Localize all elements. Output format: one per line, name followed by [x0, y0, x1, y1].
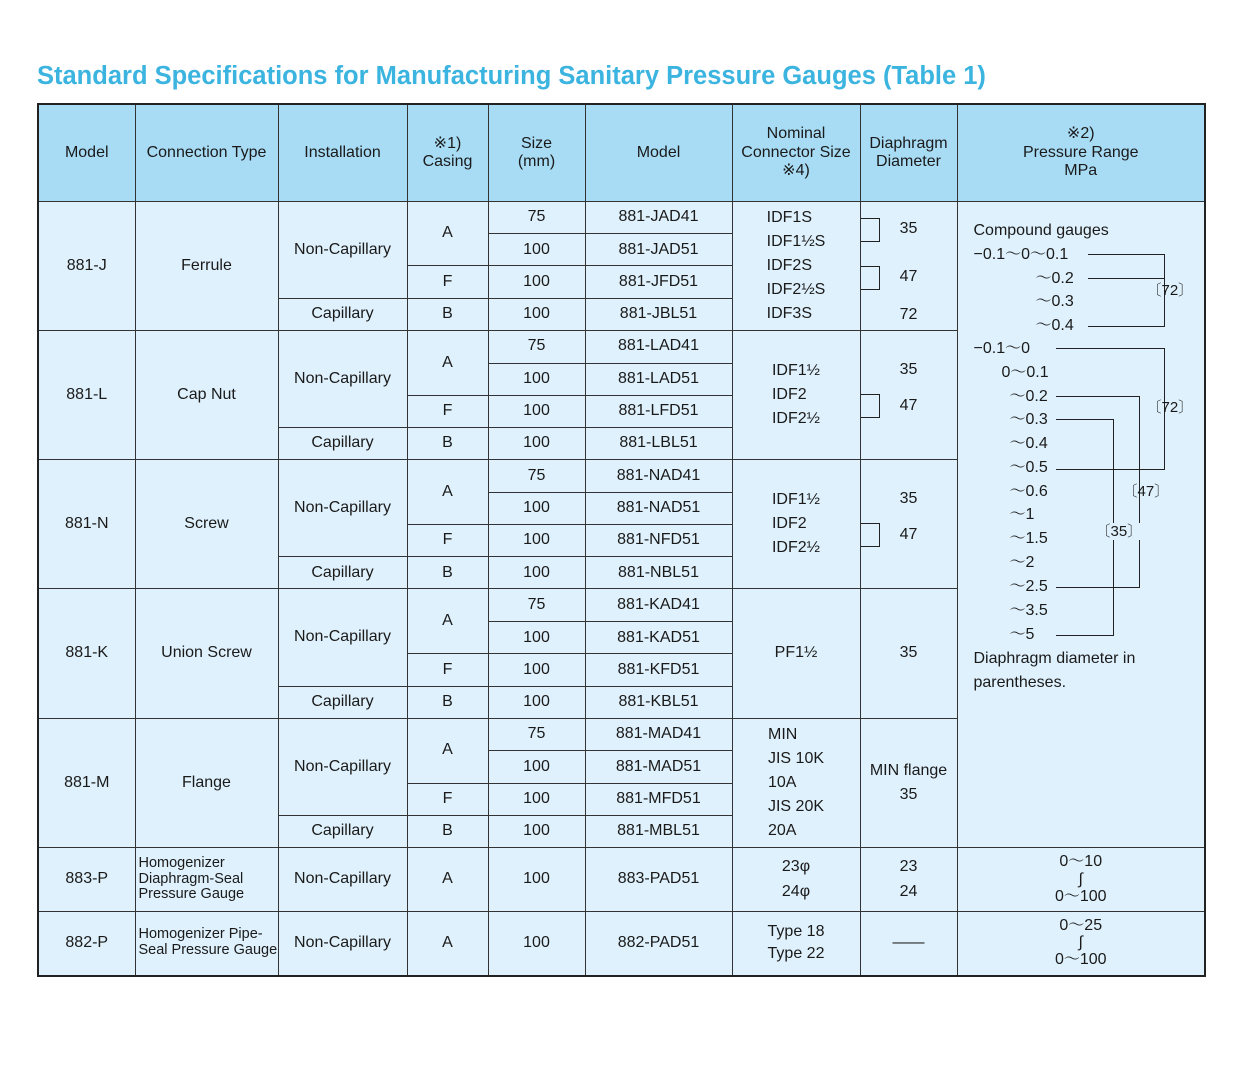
nominal-item: MIN [767, 725, 798, 743]
pressure-unit: MPa [1064, 162, 1098, 180]
cell-nominal [732, 460, 860, 589]
cell-size: 100 [488, 815, 585, 847]
cell-model-code: 881-LFD51 [585, 395, 732, 427]
cell-pressure-range [957, 912, 1205, 976]
nominal-item: IDF2 [771, 515, 807, 533]
nominal-label-1: Nominal [766, 125, 826, 143]
range-bracket-tick [1088, 278, 1164, 279]
pressure-item: 〜0.4 [1009, 435, 1048, 452]
cell-nominal [732, 912, 860, 976]
diaphragm-value: 47 [899, 268, 918, 285]
cell-size: 100 [488, 783, 585, 815]
cell-size: 100 [488, 266, 585, 298]
pressure-item: −0.1〜0〜0.1 [973, 246, 1069, 263]
cell-size: 100 [488, 492, 585, 524]
cell-diaphragm: 35 [860, 589, 957, 718]
cell-model: 881-L [38, 330, 135, 459]
cell-model-code: 881-KAD51 [585, 622, 732, 654]
cell-installation: Non-Capillary [278, 202, 407, 299]
diaphragm-label: 〔72〕 [1146, 399, 1194, 416]
cell-model-code: 881-JAD51 [585, 234, 732, 266]
nominal-item: IDF2 [771, 385, 807, 403]
cell-pressure-range [957, 848, 1205, 912]
cell-connection: Flange [135, 718, 278, 847]
diaphragm-label: 〔47〕 [1122, 483, 1170, 500]
pressure-item: 〜5 [1009, 626, 1035, 643]
pressure-item: 〜2 [1009, 554, 1035, 571]
cell-connection: Union Screw [135, 589, 278, 718]
cell-casing: A [407, 848, 488, 912]
cell-casing: A [407, 589, 488, 654]
cell-size: 100 [488, 912, 585, 976]
pressure-item: 〜0.5 [1009, 459, 1048, 476]
nominal-item: IDF3S [766, 304, 812, 322]
cell-connection: Screw [135, 460, 278, 589]
cell-model-code: 881-JAD41 [585, 202, 732, 234]
pressure-item: −0.1〜0 [973, 340, 1030, 357]
nominal-item: IDF2S [766, 256, 812, 274]
cell-model-code: 881-NBL51 [585, 557, 732, 589]
cell-size: 100 [488, 654, 585, 686]
size-label: Size [520, 134, 553, 152]
cell-casing: B [407, 815, 488, 847]
cell-installation: Capillary [278, 427, 407, 459]
nominal-item: Type 22 [767, 945, 825, 963]
cell-model-code: 881-KBL51 [585, 686, 732, 718]
pressure-label: Pressure Range [1022, 143, 1139, 161]
header-pressure [957, 104, 1205, 202]
nominal-item: IDF2½ [771, 409, 820, 427]
cell-size: 100 [488, 525, 585, 557]
cell-size: 100 [488, 363, 585, 395]
cell-casing: B [407, 557, 488, 589]
cell-diaphragm [860, 460, 957, 589]
cell-size: 100 [488, 234, 585, 266]
cell-connection: Cap Nut [135, 330, 278, 459]
pressure-item: 〜1.5 [1009, 530, 1048, 547]
header-size [488, 104, 585, 202]
header-model-2: Model [585, 104, 732, 202]
header-connection-type: Connection Type [135, 104, 278, 202]
pressure-item: 〜0.3 [1009, 411, 1048, 428]
footnote: Diaphragm diameter in [973, 650, 1136, 667]
nominal-item: IDF1½ [771, 361, 820, 379]
cell-installation: Capillary [278, 298, 407, 330]
cell-model-code: 881-LAD51 [585, 363, 732, 395]
nominal-item: 23φ [781, 858, 811, 876]
header-installation: Installation [278, 104, 407, 202]
nominal-item: IDF2½ [771, 539, 820, 557]
cell-casing: F [407, 525, 488, 557]
cell-model-code: 881-NFD51 [585, 525, 732, 557]
cell-diaphragm [860, 848, 957, 912]
diaphragm-value: MIN flange [869, 761, 948, 779]
page-title: Standard Specifications for Manufacturing Sanitary Pressure Gauges (Table 1) [37, 62, 986, 90]
nominal-note: ※4) [782, 162, 810, 180]
diaphragm-label: 〔72〕 [1146, 282, 1194, 299]
cell-installation: Non-Capillary [278, 912, 407, 976]
size-unit: (mm) [517, 153, 556, 170]
pressure-item: 0〜100 [1054, 951, 1107, 969]
cell-casing: F [407, 395, 488, 427]
cell-casing: B [407, 427, 488, 459]
cell-model: 881-K [38, 589, 135, 718]
cell-casing: A [407, 460, 488, 525]
cell-casing: F [407, 654, 488, 686]
cell-diaphragm: —— [860, 912, 957, 976]
cell-model-code: 881-MBL51 [585, 815, 732, 847]
cell-installation: Non-Capillary [278, 330, 407, 427]
cell-size: 100 [488, 686, 585, 718]
nominal-item: JIS 10K [767, 749, 825, 767]
pressure-item: 〜1 [1009, 506, 1035, 523]
cell-installation: Non-Capillary [278, 589, 407, 686]
pressure-item: 0〜100 [1054, 887, 1107, 905]
cell-casing: A [407, 202, 488, 266]
casing-note: ※1) [433, 134, 462, 152]
cell-size: 100 [488, 848, 585, 912]
cell-size: 100 [488, 751, 585, 783]
cell-model-code: 881-NAD41 [585, 460, 732, 493]
cell-nominal [732, 848, 860, 912]
cell-casing: A [407, 912, 488, 976]
cell-installation: Non-Capillary [278, 718, 407, 815]
diaphragm-label-2: Diameter [876, 153, 941, 170]
cell-model-code: 881-LBL51 [585, 427, 732, 459]
diaphragm-value: 23 [899, 858, 918, 876]
cell-diaphragm [860, 202, 957, 331]
pressure-item: 〜0.2 [1009, 388, 1048, 405]
cell-size: 100 [488, 395, 585, 427]
cell-nominal [732, 330, 860, 459]
pressure-item: 0〜0.1 [1001, 364, 1049, 381]
cell-model-code: 881-LAD41 [585, 330, 732, 363]
cell-model-code: 883-PAD51 [585, 848, 732, 912]
cell-model-code: 881-KAD41 [585, 589, 732, 622]
pressure-item: 〜0.2 [1035, 270, 1074, 287]
cell-size: 75 [488, 718, 585, 751]
cell-model: 882-P [38, 912, 135, 976]
cell-installation: Non-Capillary [278, 848, 407, 912]
diaphragm-value: 35 [899, 360, 918, 378]
diaphragm-value: 47 [899, 526, 918, 544]
cell-model-code: 881-JFD51 [585, 266, 732, 298]
nominal-label-2: Connector Size [741, 143, 851, 161]
cell-diaphragm [860, 330, 957, 459]
table-row [38, 848, 1205, 912]
cell-installation: Non-Capillary [278, 460, 407, 557]
nominal-item: 20A [767, 821, 797, 839]
cell-diaphragm [860, 718, 957, 847]
nominal-item: Type 18 [767, 922, 825, 940]
pressure-range-block [958, 202, 1205, 847]
cell-installation: Capillary [278, 815, 407, 847]
cell-model-code: 881-MAD41 [585, 718, 732, 751]
nominal-item: IDF2½S [766, 280, 826, 298]
table-row [38, 912, 1205, 976]
diaphragm-value: 35 [899, 785, 918, 803]
cell-nominal: PF1½ [732, 589, 860, 718]
header-model: Model [38, 104, 135, 202]
cell-size: 75 [488, 202, 585, 234]
cell-casing: B [407, 686, 488, 718]
header-row [38, 104, 1205, 202]
diaphragm-value: 24 [899, 882, 918, 900]
cell-casing: F [407, 266, 488, 298]
cell-model: 881-J [38, 202, 135, 331]
pressure-item: 〜0.6 [1009, 483, 1048, 500]
range-connector: ∫ [1078, 934, 1083, 952]
cell-casing: F [407, 783, 488, 815]
cell-model-code: 881-MFD51 [585, 783, 732, 815]
cell-size: 100 [488, 298, 585, 330]
diaphragm-value: 35 [899, 490, 918, 508]
footnote: parentheses. [973, 674, 1067, 691]
nominal-item: IDF1S [766, 208, 812, 226]
casing-label: Casing [422, 153, 473, 170]
cell-size: 75 [488, 460, 585, 493]
pressure-item: 0〜25 [1059, 916, 1103, 934]
cell-model-code: 881-MAD51 [585, 751, 732, 783]
table-row [38, 202, 1205, 234]
cell-size: 100 [488, 622, 585, 654]
diaphragm-value: 35 [899, 220, 918, 237]
header-nominal [732, 104, 860, 202]
pressure-item: 〜2.5 [1009, 578, 1048, 595]
cell-casing: A [407, 718, 488, 783]
nominal-item: JIS 20K [767, 797, 825, 815]
cell-model: 881-M [38, 718, 135, 847]
cell-nominal [732, 718, 860, 847]
cell-casing: A [407, 330, 488, 395]
cell-size: 100 [488, 427, 585, 459]
cell-model: 881-N [38, 460, 135, 589]
cell-installation: Capillary [278, 686, 407, 718]
spec-table [37, 103, 1206, 977]
nominal-item: IDF1½ [771, 491, 820, 509]
cell-size: 100 [488, 557, 585, 589]
pressure-note: ※2) [1066, 125, 1095, 143]
cell-connection: Ferrule [135, 202, 278, 331]
cell-casing: B [407, 298, 488, 330]
cell-pressure-range [957, 202, 1205, 848]
cell-model-code: 881-NAD51 [585, 492, 732, 524]
pressure-item: 〜0.3 [1035, 293, 1074, 310]
pressure-item: 〜0.4 [1035, 317, 1074, 334]
header-diaphragm [860, 104, 957, 202]
cell-model-code: 881-JBL51 [585, 298, 732, 330]
diaphragm-value: 72 [899, 306, 918, 323]
cell-model-code: 881-KFD51 [585, 654, 732, 686]
diaphragm-label: 〔35〕 [1095, 523, 1143, 540]
range-connector: ∫ [1078, 870, 1083, 888]
cell-size: 75 [488, 589, 585, 622]
diaphragm-value: 47 [899, 396, 918, 414]
cell-size: 75 [488, 330, 585, 363]
cell-model-code: 882-PAD51 [585, 912, 732, 976]
cell-model: 883-P [38, 848, 135, 912]
pressure-item: 0〜10 [1059, 853, 1103, 871]
compound-label: Compound gauges [973, 222, 1109, 239]
cell-installation: Capillary [278, 557, 407, 589]
diaphragm-label-1: Diaphragm [869, 134, 948, 152]
cell-connection: Homogenizer Diaphragm-Seal Pressure Gauge [135, 848, 278, 912]
cell-nominal [732, 202, 860, 331]
nominal-item: 24φ [781, 882, 811, 900]
header-casing [407, 104, 488, 202]
pressure-item: 〜3.5 [1009, 602, 1048, 619]
cell-connection: Homogenizer Pipe-Seal Pressure Gauge [135, 912, 278, 976]
nominal-item: IDF1½S [766, 232, 826, 250]
nominal-item: 10A [767, 773, 797, 791]
